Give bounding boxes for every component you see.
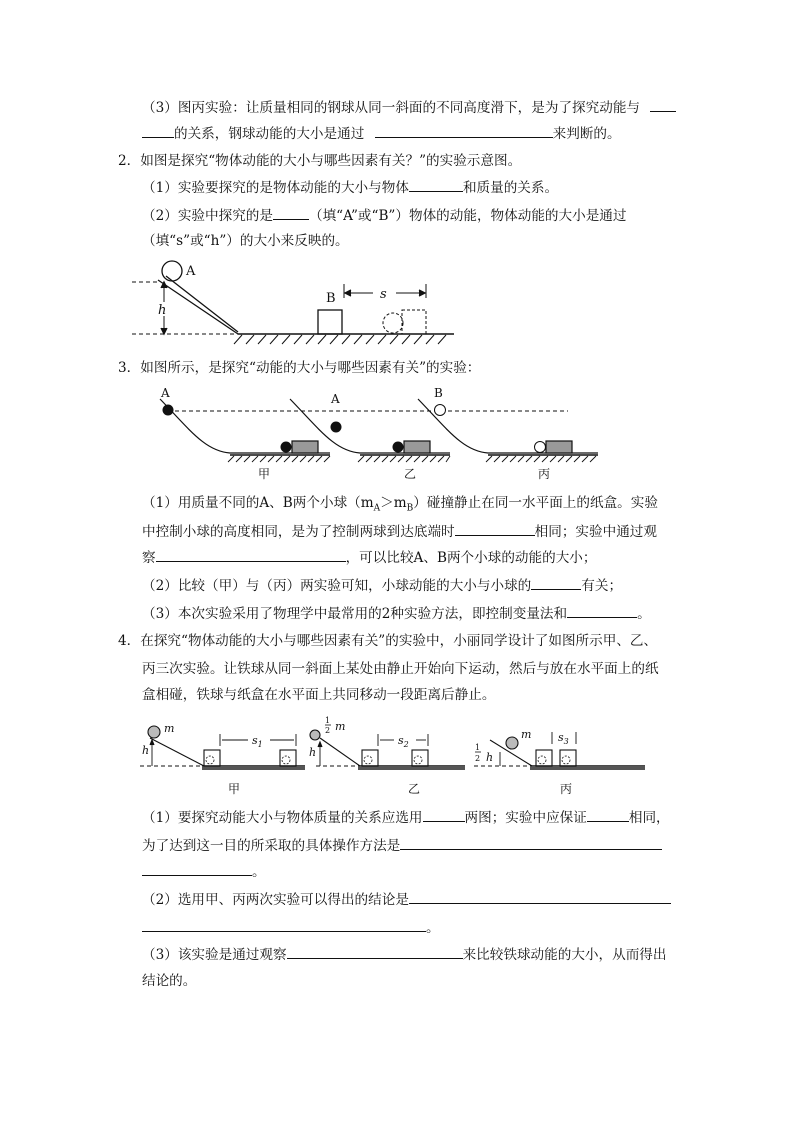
answer-blank[interactable] [587, 808, 629, 822]
caption-yi: 乙 [404, 467, 417, 481]
q4-stem-1: 4．在探究“物体动能的大小与哪些因素有关”的实验中，小丽同学设计了如图所示甲、乙、 [118, 633, 658, 649]
q4-part3-line2: 结论的。 [142, 973, 197, 989]
answer-blank[interactable] [409, 890, 671, 904]
q4-part3-line1: （3）该实验是通过观察 来比较铁球动能的大小，从而得出 [142, 947, 667, 963]
s1-label: $s_1$ [252, 734, 263, 749]
q4-part1-line1: （1）要探究动能大小与物体质量的关系应选用 两图；实验中应保证 相同， [142, 810, 670, 826]
q3-part1-line3: 察 ，可以比较A、B两个小球的动能的大小； [142, 550, 597, 566]
answer-blank[interactable] [287, 945, 463, 959]
half-bot-3: 2 [475, 754, 481, 763]
q1-part3-line1: （3）图丙实验：让质量相同的钢球从同一斜面的不同高度滑下，是为了探究动能与 [142, 98, 676, 117]
m3-label: m [521, 728, 532, 741]
q3-part2: （2）比较（甲）与（丙）两实验可知，小球动能的大小与小球的 有关； [142, 578, 623, 594]
answer-blank[interactable] [650, 98, 676, 112]
m2-label: m [335, 720, 346, 733]
answer-blank[interactable] [273, 206, 309, 220]
h2-label: h [309, 746, 317, 759]
q4-three-experiments-figure [140, 716, 650, 801]
q2-stem: 2．如图是探究“物体动能的大小与哪些因素有关？”的实验示意图。 [118, 153, 522, 169]
answer-blank[interactable] [142, 124, 174, 138]
answer-blank[interactable] [142, 918, 426, 932]
q4-stem-2: 丙三次实验。让铁球从同一斜面上某处由静止开始向下运动，然后与放在水平面上的纸 [142, 661, 659, 677]
half-bot-2: 2 [325, 726, 331, 735]
answer-blank[interactable] [409, 178, 463, 192]
caption-yi: 乙 [408, 782, 421, 796]
q3-part1-line2: 中控制小球的高度相同，是为了控制两球到达底端时 相同；实验中通过观 [142, 524, 657, 540]
m1-label: m [164, 722, 175, 735]
caption-bing: 丙 [560, 782, 573, 796]
label-h: h [158, 303, 167, 318]
q4-part2-line1: （2）选用甲、丙两次实验可以得出的结论是 [142, 890, 671, 909]
caption-jia: 甲 [258, 467, 271, 481]
answer-blank[interactable] [400, 836, 662, 850]
q4-stem-3: 盒相碰，铁球与纸盒在水平面上共同移动一段距离后静止。 [142, 687, 496, 703]
answer-blank[interactable] [567, 604, 637, 618]
answer-blank[interactable] [142, 862, 252, 876]
label-s: s [380, 287, 387, 302]
q3-stem: 3．如图所示，是探究“动能的大小与哪些因素有关”的实验： [118, 360, 481, 376]
half-top-3: 1 [475, 743, 481, 752]
label-a: A [186, 264, 196, 279]
q2-incline-figure [130, 258, 460, 348]
q2-part2-line1: （2）实验中探究的是 （填“A”或“B”）物体的动能，物体动能的大小是通过 [142, 208, 627, 224]
h1-label: h [142, 744, 150, 757]
answer-blank[interactable] [455, 522, 535, 536]
caption-bing: 丙 [538, 467, 551, 481]
h3-label: h [486, 751, 494, 764]
s3-label: $s_3$ [558, 731, 569, 746]
q4-part1-line3: 。 [142, 862, 266, 881]
answer-blank[interactable] [531, 576, 581, 590]
answer-blank[interactable] [156, 548, 346, 562]
answer-blank[interactable] [423, 808, 465, 822]
ball-label-a2: A [331, 392, 340, 406]
q2-part2-line2: （填“s”或“h”）的大小来反映的。 [142, 233, 349, 249]
q3-ramps-figure [150, 385, 610, 485]
ball-label-a: A [161, 386, 170, 400]
q3-part3: （3）本次实验采用了物理学中最常用的2种实验方法，即控制变量法和 。 [142, 606, 651, 622]
q4-part2-line2: 。 [142, 918, 440, 937]
caption-jia: 甲 [228, 782, 241, 796]
q3-part1-line1: （1）用质量不同的A、B两个小球$(m_A>m_B)$碰撞静止在同一水平面上的纸盒。实验 [142, 495, 658, 514]
q4-part1-line2: 为了达到这一目的所采取的具体操作方法是 [142, 836, 662, 855]
label-b: B [326, 291, 336, 306]
ball-label-b: B [434, 386, 443, 400]
half-top-2: 1 [325, 716, 331, 725]
q2-part1: （1）实验要探究的是物体动能的大小与物体 和质量的关系。 [142, 180, 559, 196]
answer-blank[interactable] [375, 124, 553, 138]
q1-part3-line2: 的关系，钢球动能的大小是通过 来判断的。 [142, 124, 621, 143]
s2-label: $s_2$ [398, 734, 409, 749]
